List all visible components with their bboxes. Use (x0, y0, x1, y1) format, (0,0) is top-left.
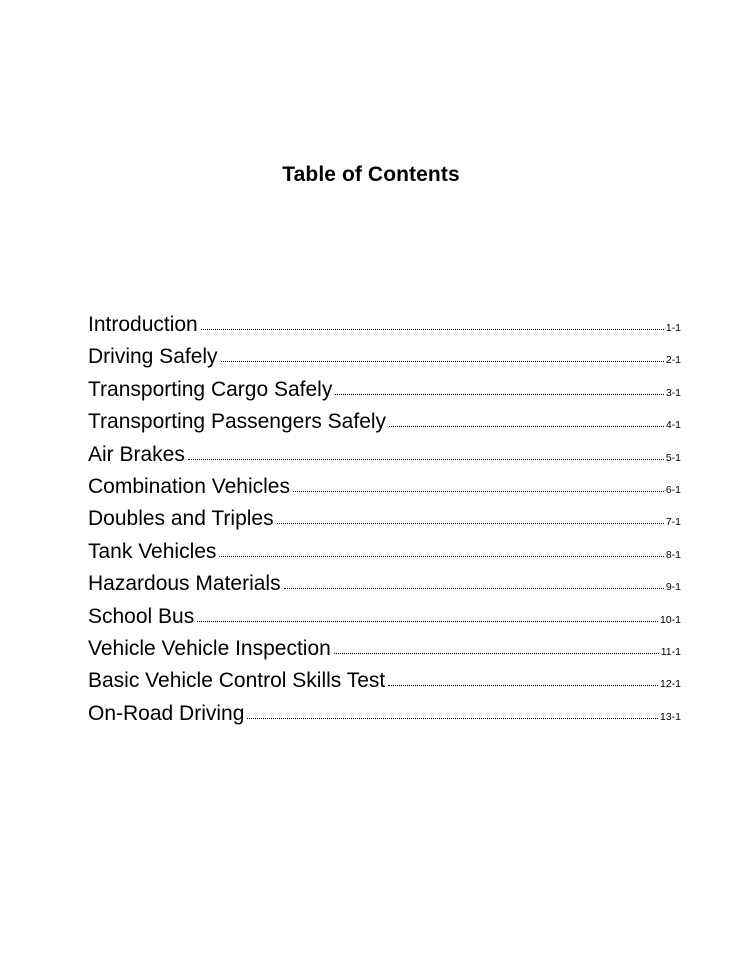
dot-leader (277, 523, 664, 524)
toc-entry-page: 6-1 (665, 483, 681, 496)
toc-entry[interactable] (88, 701, 681, 733)
dot-leader (389, 426, 664, 427)
dot-leader (221, 361, 664, 362)
toc-entry-page: 11-1 (660, 645, 681, 658)
toc-entry[interactable] (88, 506, 681, 538)
toc-entry-page: 3-1 (665, 386, 681, 399)
dot-leader (388, 685, 658, 686)
toc-entry-label: Combination Vehicles (88, 474, 290, 498)
toc-entry-page: 4-1 (665, 419, 681, 432)
toc-entry-label: Tank Vehicles (88, 539, 217, 563)
toc-entry-label: Introduction (88, 313, 198, 336)
dot-leader (284, 588, 664, 589)
toc-entry[interactable] (88, 409, 681, 441)
toc-entry-page: 5-1 (665, 451, 681, 464)
dot-leader (201, 329, 664, 330)
toc-entry-label: On-Road Driving (88, 701, 245, 725)
toc-entry[interactable] (88, 312, 681, 344)
toc-entry[interactable] (88, 636, 681, 668)
toc-entry-page: 1-1 (665, 322, 681, 334)
toc-entry-page: 8-1 (665, 548, 681, 561)
dot-leader (334, 653, 659, 654)
toc-entry-label: Basic Vehicle Control Skills Test (88, 669, 386, 693)
toc-entry-page: 13-1 (659, 710, 681, 723)
toc-entry-page: 10-1 (659, 613, 681, 626)
dot-leader (188, 459, 664, 460)
toc-entry[interactable] (88, 474, 681, 506)
page-title: Table of Contents (282, 163, 460, 186)
toc-entry-label: Driving Safely (88, 345, 218, 369)
toc-list (88, 312, 681, 733)
dot-leader (219, 556, 663, 557)
toc-entry[interactable] (88, 344, 681, 376)
toc-entry-label: Air Brakes (88, 442, 185, 466)
toc-entry[interactable] (88, 571, 681, 603)
toc-entry-page: 2-1 (665, 354, 681, 367)
toc-entry-label: Hazardous Materials (88, 572, 281, 596)
toc-entry-label: Vehicle Vehicle Inspection (88, 636, 331, 660)
toc-entry-label: Transporting Passengers Safely (88, 410, 387, 434)
toc-entry-label: School Bus (88, 604, 195, 628)
dot-leader (335, 394, 663, 395)
toc-entry[interactable] (88, 377, 681, 409)
toc-entry-label: Doubles and Triples (88, 507, 274, 531)
dot-leader (247, 718, 658, 719)
toc-entry[interactable] (88, 604, 681, 636)
toc-entry[interactable] (88, 442, 681, 474)
toc-entry[interactable] (88, 539, 681, 571)
toc-entry[interactable] (88, 668, 681, 700)
dot-leader (197, 621, 658, 622)
toc-entry-page: 12-1 (659, 678, 681, 691)
toc-entry-label: Transporting Cargo Safely (88, 377, 333, 401)
toc-entry-page: 9-1 (665, 581, 681, 594)
dot-leader (293, 491, 664, 492)
toc-entry-page: 7-1 (665, 516, 681, 529)
